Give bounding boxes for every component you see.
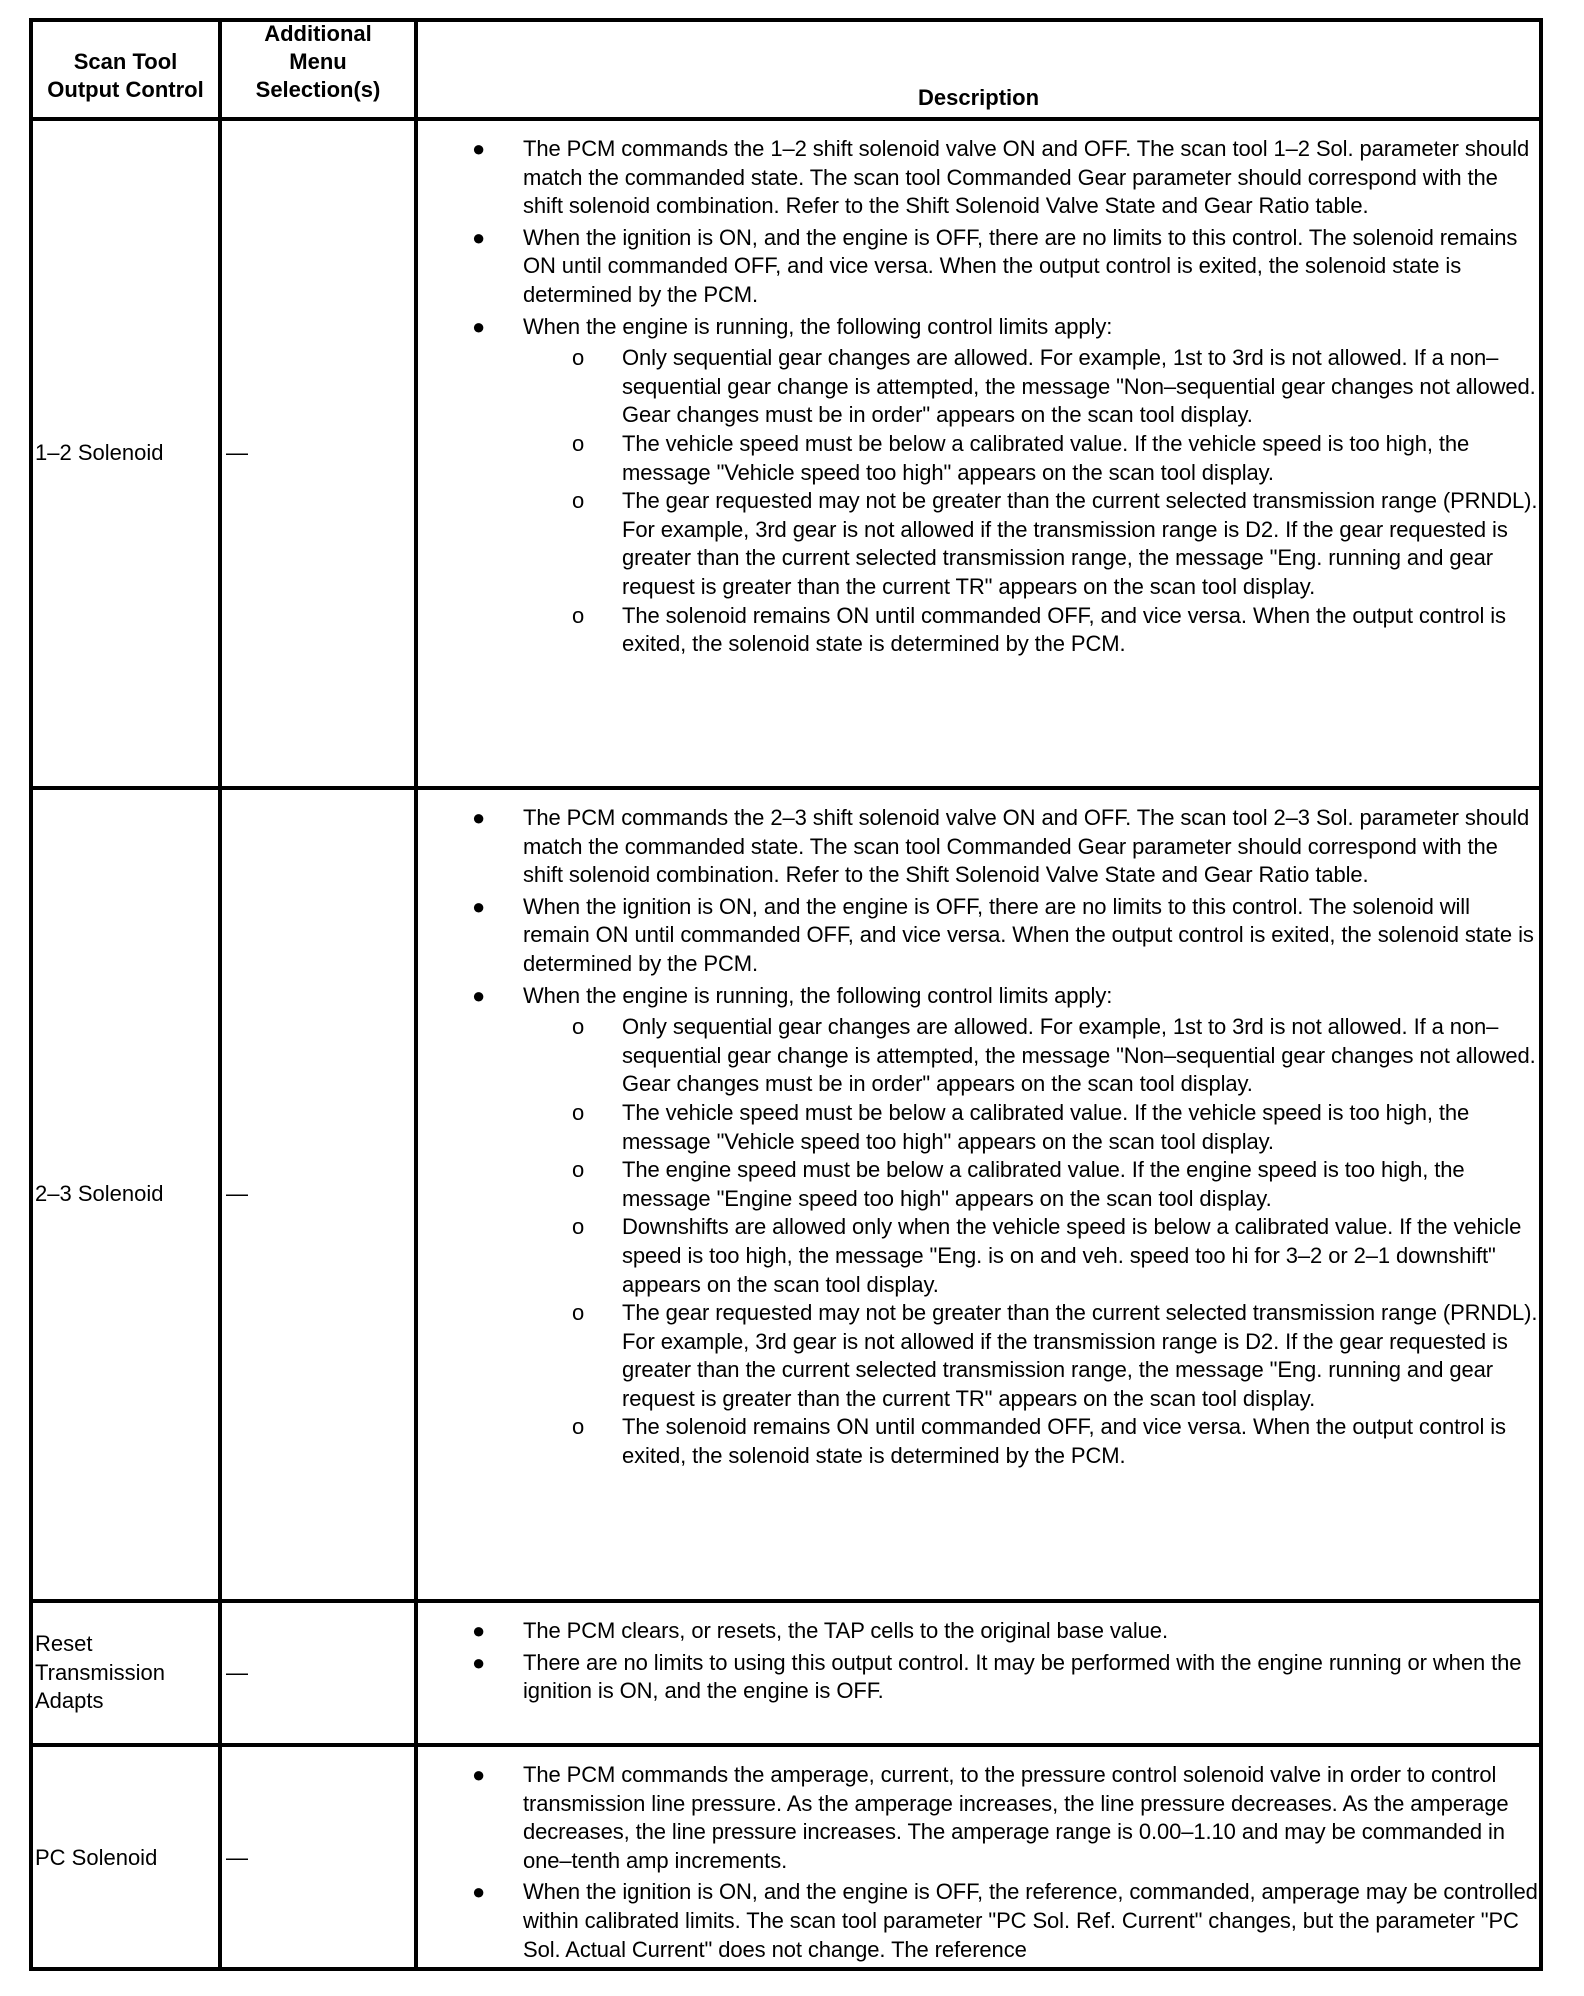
bullet-text: The PCM commands the amperage, current, to the pressure control solenoid valve in order to control transmission line pressure. As the amperage increases, the line pressure decreases. As the amperage decreases, the line pressure increases. The amperage range is 0.00–1.10 and may be commanded in one–tenth amp increments. xyxy=(523,1762,1509,1873)
sub-bullet-text: The gear requested may not be greater than the current selected transmission range (PRNDL). For example, 3rd gear is not allowed if the transmission range is D2. If the gear requested is greater than the current selected transmission range, the message "Eng. running and gear request is greater than the current TR" appears on the scan tool display. xyxy=(622,1300,1538,1411)
header-line: Selection(s) xyxy=(255,77,381,102)
control-name: 2–3 Solenoid xyxy=(35,1181,164,1207)
column-divider xyxy=(218,18,222,1971)
sub-bullet-text: Downshifts are allowed only when the vehicle speed is below a calibrated value. If the vehicle speed is too high, the message "Eng. is on and veh. speed too hi for 3–2 or 2–1 downshift" appears on the scan tool display. xyxy=(622,1214,1522,1297)
menu-selection: — xyxy=(226,1659,248,1685)
bullet-item xyxy=(420,1878,1540,1964)
sub-bullet-list xyxy=(420,1013,1540,1471)
bullet-item xyxy=(420,893,1540,979)
sub-bullet-item xyxy=(420,602,1540,659)
control-name: 1–2 Solenoid xyxy=(35,440,164,466)
sub-bullet-item xyxy=(420,1299,1540,1413)
header-line: Scan Tool xyxy=(73,49,178,74)
row-3-description xyxy=(420,1617,1540,1709)
control-name: PC Solenoid xyxy=(35,1844,158,1870)
circle-bullet-icon: o xyxy=(572,1214,585,1240)
bullet-text: When the ignition is ON, and the engine is OFF, there are no limits to this control. The solenoid remains ON until commanded OFF, and vice versa. When the output control is exited, the solenoid state is determined by the PCM. xyxy=(523,224,1518,307)
sub-bullet-item xyxy=(420,1156,1540,1213)
row-4-description xyxy=(420,1761,1540,1967)
sub-bullet-text: Only sequential gear changes are allowed. For example, 1st to 3rd is not allowed. If a non–sequential gear change is attempted, the message "Non–sequential gear changes not allowed. Gear changes must be in order" appears on the scan tool display. xyxy=(622,345,1536,428)
bullet-text: When the engine is running, the following control limits apply: xyxy=(523,982,1113,1008)
control-name xyxy=(35,1630,165,1716)
bullet-text: When the ignition is ON, and the engine is OFF, the reference, commanded, amperage may be controlled within calibrated limits. The scan tool parameter "PC Sol. Ref. Current" changes, but the parameter "PC Sol. Actual Current" does not change. The reference xyxy=(523,1879,1538,1962)
circle-bullet-icon: o xyxy=(572,430,585,456)
bullet-text: The PCM commands the 1–2 shift solenoid valve ON and OFF. The scan tool 1–2 Sol. parameter should match the commanded state. The scan tool Commanded Gear parameter should correspond with the shift solenoid combination. Refer to the Shift Solenoid Valve State and Gear Ratio table. xyxy=(523,136,1530,219)
sub-bullet-item xyxy=(420,344,1540,430)
control-name-line: Adapts xyxy=(35,1688,104,1714)
bullet-icon: ● xyxy=(472,982,486,1008)
menu-selection: — xyxy=(226,440,248,466)
sub-bullet-text: Only sequential gear changes are allowed. For example, 1st to 3rd is not allowed. If a non–sequential gear change is attempted, the message "Non–sequential gear changes not allowed. Gear changes must be in order" appears on the scan tool display. xyxy=(622,1014,1536,1097)
sub-bullet-list xyxy=(420,344,1540,659)
row-2-menu xyxy=(226,790,412,1599)
sub-bullet-item xyxy=(420,1013,1540,1099)
sub-bullet-text: The solenoid remains ON until commanded OFF, and vice versa. When the output control is exited, the solenoid state is determined by the PCM. xyxy=(622,602,1506,657)
sub-bullet-text: The gear requested may not be greater than the current selected transmission range (PRNDL). For example, 3rd gear is not allowed if the transmission range is D2. If the gear requested is greater than the current selected transmission range, the message "Eng. running and gear request is greater than the current TR" appears on the scan tool display. xyxy=(622,488,1538,599)
bullet-icon: ● xyxy=(472,136,486,161)
bullet-list xyxy=(420,1617,1540,1706)
bullet-item xyxy=(420,1649,1540,1706)
header-line: Output Control xyxy=(47,77,204,102)
row-1-control xyxy=(35,121,217,786)
bullet-icon: ● xyxy=(472,1618,486,1643)
bullet-icon: ● xyxy=(472,1879,486,1905)
sub-bullet-text: The vehicle speed must be below a calibrated value. If the vehicle speed is too high, the message "Vehicle speed too high" appears on the scan tool display. xyxy=(622,1099,1470,1154)
row-2-description xyxy=(420,804,1540,1471)
bullet-text: There are no limits to using this output control. It may be performed with the engine running or when the ignition is ON, and the engine is OFF. xyxy=(523,1649,1522,1704)
bullet-item xyxy=(420,313,1540,342)
bullet-icon: ● xyxy=(472,1762,486,1787)
row-3-control xyxy=(35,1603,217,1743)
sub-bullet-item xyxy=(420,1099,1540,1156)
header-line: Additional xyxy=(264,21,372,46)
sub-bullet-item xyxy=(420,430,1540,487)
bullet-item xyxy=(420,982,1540,1011)
bullet-item xyxy=(420,1761,1540,1875)
control-name-line: Transmission xyxy=(35,1659,165,1685)
bullet-text: When the engine is running, the following control limits apply: xyxy=(523,313,1113,339)
sub-bullet-text: The engine speed must be below a calibrated value. If the engine speed is too high, the message "Engine speed too high" appears on the scan tool display. xyxy=(622,1157,1465,1211)
circle-bullet-icon: o xyxy=(572,1414,585,1440)
bullet-icon: ● xyxy=(472,805,486,830)
row-1-menu xyxy=(226,121,412,786)
header-line: Menu xyxy=(289,49,347,74)
bullet-item xyxy=(420,224,1540,310)
bullet-icon: ● xyxy=(472,1649,486,1675)
sub-bullet-text: The solenoid remains ON until commanded OFF, and vice versa. When the output control is exited, the solenoid state is determined by the PCM. xyxy=(622,1414,1506,1469)
header-line: Description xyxy=(917,85,1040,110)
circle-bullet-icon: o xyxy=(572,1099,585,1125)
control-name-line: Reset xyxy=(35,1631,93,1657)
row-1-description xyxy=(420,135,1540,659)
circle-bullet-icon: o xyxy=(572,345,585,371)
menu-selection: — xyxy=(226,1844,248,1870)
bullet-item xyxy=(420,1617,1540,1646)
row-2-control xyxy=(35,790,217,1599)
header-scan-tool-output-control xyxy=(33,48,218,104)
row-3-menu xyxy=(226,1603,412,1743)
sub-bullet-item xyxy=(420,1213,1540,1299)
bullet-list xyxy=(420,1761,1540,1964)
bullet-list xyxy=(420,135,1540,341)
sub-bullet-text: The vehicle speed must be below a calibrated value. If the vehicle speed is too high, the message "Vehicle speed too high" appears on the scan tool display. xyxy=(622,430,1470,485)
bullet-list xyxy=(420,804,1540,1010)
bullet-icon: ● xyxy=(472,224,486,250)
menu-selection: — xyxy=(226,1181,248,1207)
circle-bullet-icon: o xyxy=(572,602,585,628)
row-4-menu xyxy=(226,1747,412,1969)
circle-bullet-icon: o xyxy=(572,1157,585,1183)
circle-bullet-icon: o xyxy=(572,1014,585,1040)
header-description xyxy=(418,84,1539,112)
header-additional-menu-selections xyxy=(222,20,414,104)
bullet-icon: ● xyxy=(472,893,486,919)
bullet-text: The PCM commands the 2–3 shift solenoid valve ON and OFF. The scan tool 2–3 Sol. parameter should match the commanded state. The scan tool Commanded Gear parameter should correspond with the shift solenoid combination. Refer to the Shift Solenoid Valve State and Gear Ratio table. xyxy=(523,805,1530,888)
bullet-item xyxy=(420,135,1540,221)
row-4-control xyxy=(35,1747,217,1969)
sub-bullet-item xyxy=(420,1413,1540,1470)
bullet-text: When the ignition is ON, and the engine is OFF, there are no limits to this control. The solenoid will remain ON until commanded OFF, and vice versa. When the output control is exited, the solenoid state is determined by the PCM. xyxy=(523,893,1534,976)
column-divider xyxy=(414,18,418,1971)
circle-bullet-icon: o xyxy=(572,488,585,514)
bullet-item xyxy=(420,804,1540,890)
sub-bullet-item xyxy=(420,487,1540,601)
circle-bullet-icon: o xyxy=(572,1300,585,1326)
bullet-icon: ● xyxy=(472,313,486,339)
bullet-text: The PCM clears, or resets, the TAP cells to the original base value. xyxy=(523,1618,1168,1643)
